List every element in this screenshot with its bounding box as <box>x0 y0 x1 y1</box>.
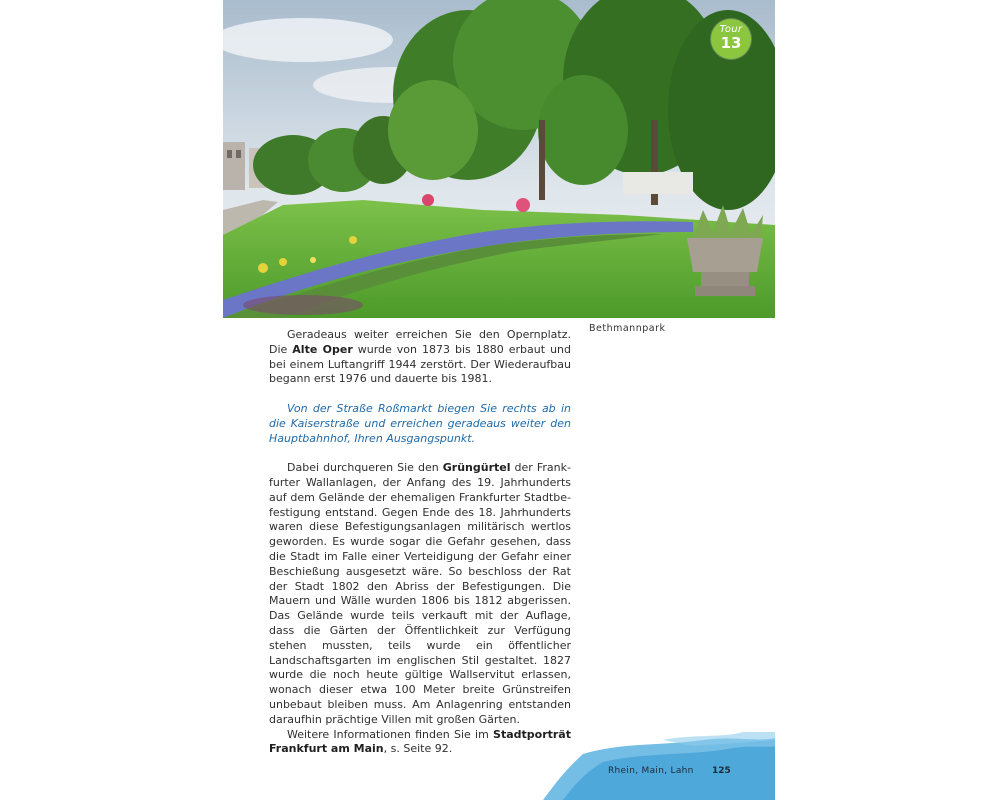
paragraph-3-text-b: , s. Seite 92. <box>383 742 453 756</box>
page-number: 125 <box>712 766 731 776</box>
body-text-column <box>269 328 571 757</box>
paragraph-2-text-b: der Frankfurter Wallanlagen, der Anfang des 19. Jahrhunderts auf dem Gelände der ehemaligen Frankfurter Stadtbefestigung entstand. Gegen Ende des 18. Jahrhunderts waren diese Befestigungsanlagen militärisch wertlos geworden. Es wurde sogar die Gefahr gesehen, dass die Stadt im Falle einer Verteidigung der Gefahr einer Beschießung ausgesetzt wäre. So beschloss der Rat der Stadt 1802 den Abriss der Befestigungen. Die Mauern und Wälle wurden 1806 bis 1812 abgerissen. Das Gelände wurde teils verkauft mit der Auflage, dass die Gärten der Öffentlichkeit zur Verfügung stehen mussten, teils wurde ein öffentlicher Landschaftsgarten im englischen Stil gestaltet. 1827 wurde die noch heute gültige Wallservitut erlassen, wonach dieser etwa 100 Meter breite Grünstreifen unbebaut bleiben muss. Am Anlagenring entstanden daraufhin prächtige Villen mit großen Gärten. <box>269 461 571 726</box>
book-page <box>223 0 775 800</box>
park-photo <box>223 0 775 318</box>
keyword-stadtportraet: Stadtporträt Frankfurt am Main <box>269 727 571 756</box>
paragraph-alte-oper <box>269 328 571 387</box>
keyword-alte-oper: Alte Oper <box>292 342 353 356</box>
park-photo-illustration <box>223 0 775 318</box>
route-tip: Von der Straße Roßmarkt biegen Sie rechts ab in die Kaiserstraße und erreichen geradeaus weiter den Hauptbahnhof, Ihren Ausgangspunkt. <box>269 401 571 445</box>
tour-badge <box>711 19 751 59</box>
paragraph-gruenguertel <box>269 461 571 727</box>
paragraph-1-text-a: Geradeaus weiter erreichen Sie den Opernplatz. Die <box>269 328 571 356</box>
footer-region: Rhein, Main, Lahn <box>608 766 694 776</box>
tour-badge-number: 13 <box>720 34 742 52</box>
paragraph-1-text-b: wurde von 1873 bis 1880 erbaut und bei einem Luftangriff 1944 zerstört. Der Wiederaufbau begann erst 1976 und dauerte bis 1981. <box>269 342 571 386</box>
paragraph-2-text-a: Dabei durchqueren Sie den <box>287 461 443 475</box>
paragraph-3-text-a: Weitere Informationen finden Sie im <box>287 727 494 741</box>
paragraph-more-info <box>269 728 571 758</box>
tour-badge-word: Tour <box>719 24 743 35</box>
keyword-gruenguertel: Grüngürtel <box>442 461 511 475</box>
photo-caption: Bethmannpark <box>589 323 666 334</box>
